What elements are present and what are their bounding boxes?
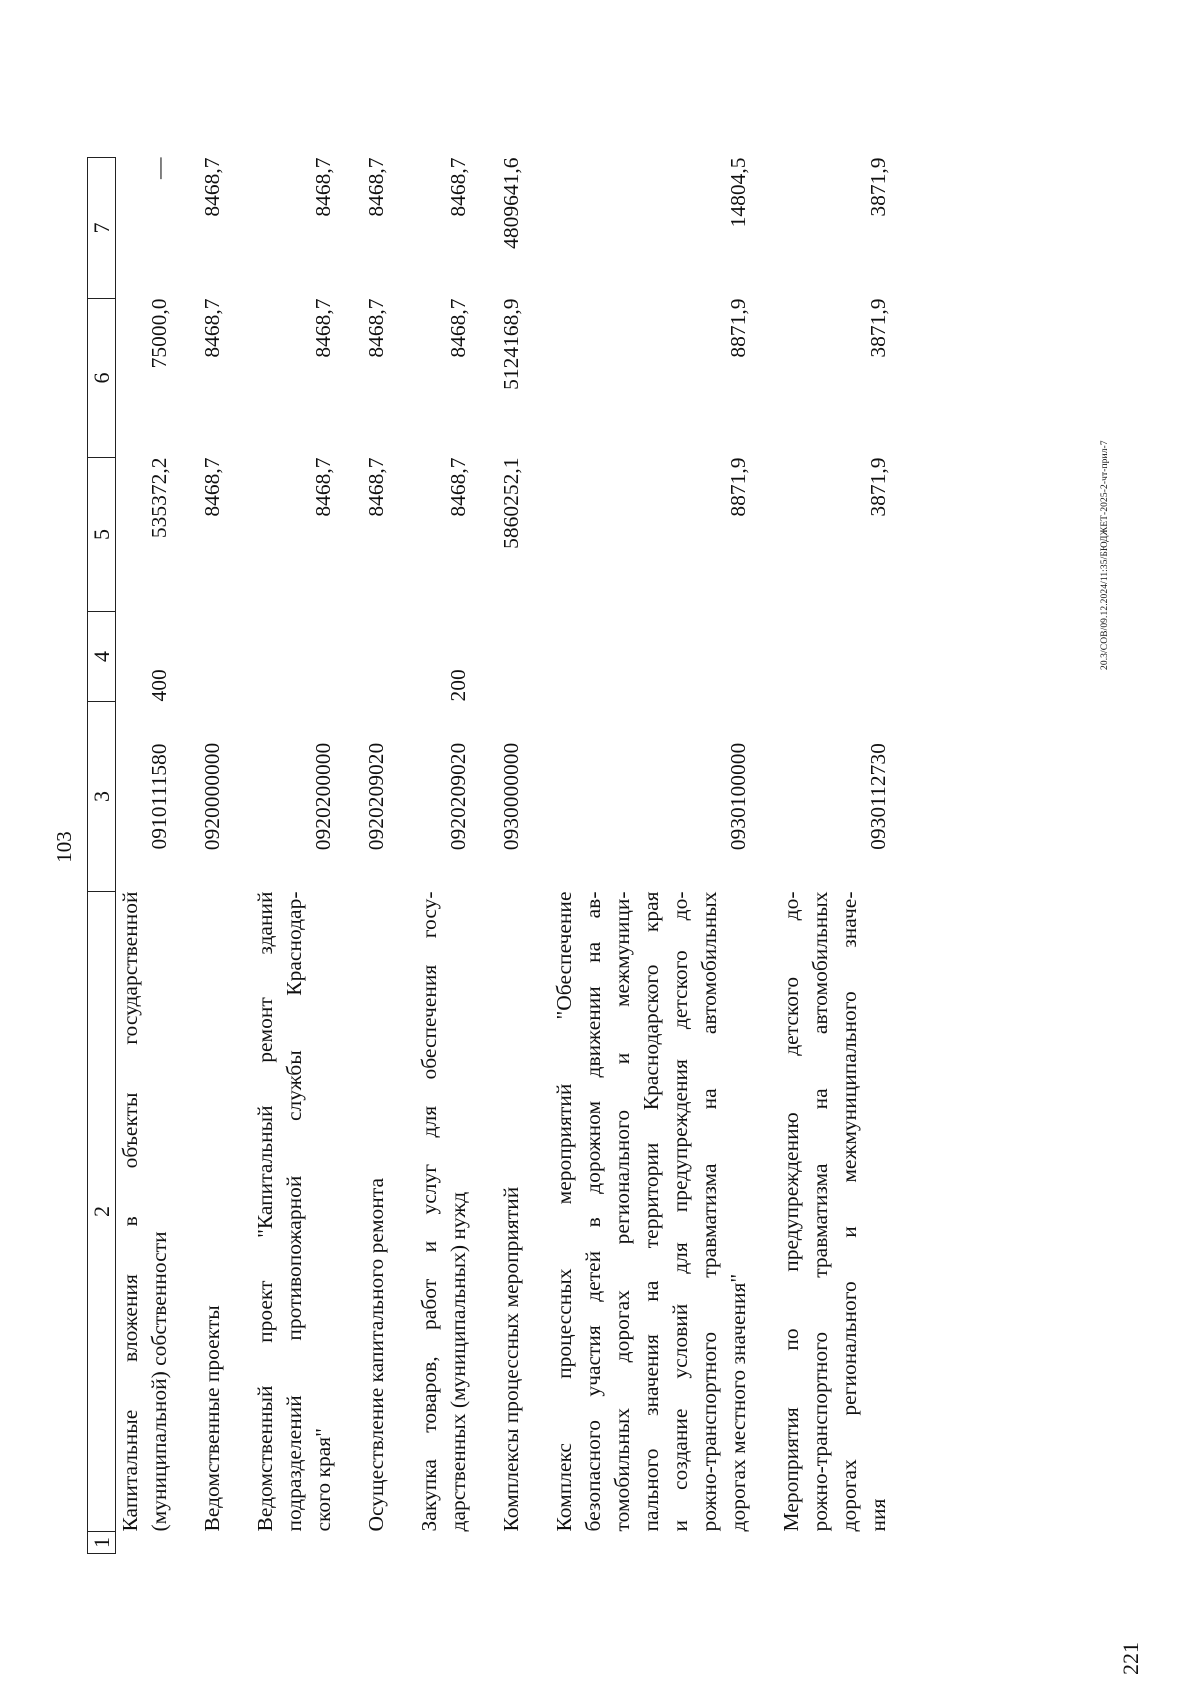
row-name-line: (муниципальной) собственности bbox=[147, 1231, 171, 1532]
column-header: 3 bbox=[88, 702, 116, 892]
row-expense-type bbox=[338, 612, 391, 702]
row-code: 0920209020 bbox=[446, 742, 470, 851]
row-name-line: Капитальные вложения в объекты государственной bbox=[118, 891, 142, 1532]
row-value-2027: 3871,9 bbox=[866, 157, 890, 217]
row-value-2026: 8468,7 bbox=[200, 298, 224, 358]
table-header-row bbox=[88, 158, 116, 1554]
row-value-2025: 535372,2 bbox=[147, 457, 171, 539]
row-code: 0930112730 bbox=[866, 743, 890, 850]
row-value-2026: 75000,0 bbox=[147, 298, 171, 369]
row-name-line: рожно-транспортного травматизма на автомобильных bbox=[808, 891, 832, 1532]
row-spacer-cell bbox=[338, 1532, 391, 1554]
row-spacer-cell bbox=[391, 1532, 473, 1554]
row-code: 0930000000 bbox=[499, 742, 523, 851]
row-value-2027: 8468,7 bbox=[311, 157, 335, 217]
row-name-line: рожно-транспортного травматизма на автомобильных bbox=[697, 891, 721, 1532]
row-name-line: ского края" bbox=[311, 1428, 335, 1532]
table-row bbox=[526, 158, 753, 1554]
row-name-line: подразделений противопожарной службы Краснодар- bbox=[282, 891, 306, 1532]
column-header: 7 bbox=[88, 158, 116, 299]
sheet-number: 221 bbox=[1118, 1642, 1143, 1675]
row-value-2025: 8468,7 bbox=[311, 457, 335, 517]
row-code: 0920200000 bbox=[311, 742, 335, 851]
table-row bbox=[753, 158, 893, 1554]
row-value-2025: 8468,7 bbox=[364, 457, 388, 517]
row-value-2027: 8468,7 bbox=[364, 157, 388, 217]
row-value-2026: 3871,9 bbox=[866, 298, 890, 358]
row-name-line: Закупка товаров, работ и услуг для обеспечения госу- bbox=[417, 891, 441, 1532]
row-name-line: Ведомственные проекты bbox=[200, 1305, 224, 1532]
column-header: 1 bbox=[88, 1532, 116, 1554]
row-name-line: Комплексы процессных мероприятий bbox=[499, 1186, 523, 1532]
row-name bbox=[753, 892, 893, 1532]
row-value-2025: 8468,7 bbox=[200, 457, 224, 517]
row-name-line: Мероприятия по предупреждению детского до- bbox=[779, 891, 803, 1532]
row-value-2027: 8468,7 bbox=[200, 157, 224, 217]
row-expense-type bbox=[174, 612, 227, 702]
row-value-2026: 8468,7 bbox=[446, 298, 470, 358]
row-name-line: Ведомственный проект "Капитальный ремонт зданий bbox=[253, 891, 277, 1532]
column-header: 4 bbox=[88, 612, 116, 702]
row-expense-type bbox=[227, 612, 338, 702]
row-name-line: ния bbox=[866, 1498, 890, 1532]
row-name-line: пального значения на территории Краснодарского края bbox=[639, 891, 663, 1532]
table-row bbox=[338, 158, 391, 1554]
row-name-line: Осуществление капитального ремонта bbox=[364, 1177, 388, 1532]
page-number: 103 bbox=[52, 831, 76, 863]
row-name bbox=[227, 892, 338, 1532]
row-value-2026: 8468,7 bbox=[364, 298, 388, 358]
row-code: 0930100000 bbox=[726, 742, 750, 851]
row-name-line: и создание условий для предупреждения детского до- bbox=[668, 891, 692, 1532]
table-body bbox=[116, 158, 894, 1554]
row-value-2026: 8871,9 bbox=[726, 298, 750, 358]
column-header: 5 bbox=[88, 458, 116, 612]
row-code: 0920000000 bbox=[200, 742, 224, 851]
row-code: 0910111580 bbox=[147, 743, 171, 850]
row-name bbox=[338, 892, 391, 1532]
row-name-line: Комплекс процессных мероприятий "Обеспечение bbox=[552, 891, 576, 1532]
row-name bbox=[391, 892, 473, 1532]
row-spacer-cell bbox=[227, 1532, 338, 1554]
row-expense-type: 400 bbox=[147, 669, 171, 702]
row-name bbox=[116, 892, 175, 1532]
row-spacer-cell bbox=[116, 1532, 175, 1554]
row-spacer-cell bbox=[753, 1532, 893, 1554]
row-value-2027: 14804,5 bbox=[726, 157, 750, 228]
row-expense-type: 200 bbox=[446, 669, 470, 702]
column-header: 6 bbox=[88, 299, 116, 458]
table-row bbox=[116, 158, 175, 1554]
row-name-line: дарственных (муниципальных) нужд bbox=[446, 1191, 470, 1532]
table-row bbox=[473, 158, 526, 1554]
row-code: 0920209020 bbox=[364, 742, 388, 851]
row-name bbox=[473, 892, 526, 1532]
row-name bbox=[526, 892, 753, 1532]
row-expense-type bbox=[473, 612, 526, 702]
row-value-2025: 3871,9 bbox=[866, 457, 890, 517]
row-name-line: томобильных дорогах регионального и межмуници- bbox=[610, 891, 634, 1532]
budget-table bbox=[87, 157, 893, 1554]
row-value-2025: 5860252,1 bbox=[499, 457, 523, 549]
table-row bbox=[227, 158, 338, 1554]
row-name-line: дорогах регионального и межмуниципального значе- bbox=[837, 891, 861, 1532]
row-spacer-cell bbox=[174, 1532, 227, 1554]
row-value-2027: 4809641,6 bbox=[499, 157, 523, 249]
row-expense-type bbox=[526, 612, 753, 702]
column-header: 2 bbox=[88, 892, 116, 1532]
row-value-2025: 8468,7 bbox=[446, 457, 470, 517]
row-name bbox=[174, 892, 227, 1532]
table-row bbox=[391, 158, 473, 1554]
row-value-2027: — bbox=[147, 157, 171, 179]
row-name-line: безопасного участия детей в дорожном движении на ав- bbox=[581, 891, 605, 1532]
row-value-2026: 5124168,9 bbox=[499, 298, 523, 390]
row-name-line: дорогах местного значения" bbox=[726, 1273, 750, 1532]
row-expense-type bbox=[753, 612, 893, 702]
document-code: 20.3/СОВ/09.12.2024/11:35/БЮДЖЕТ-2025-2-чт-прил-7 bbox=[1100, 440, 1110, 670]
row-value-2025: 8871,9 bbox=[726, 457, 750, 517]
row-spacer-cell bbox=[473, 1532, 526, 1554]
row-value-2026: 8468,7 bbox=[311, 298, 335, 358]
row-spacer-cell bbox=[526, 1532, 753, 1554]
row-value-2027: 8468,7 bbox=[446, 157, 470, 217]
table-row bbox=[174, 158, 227, 1554]
